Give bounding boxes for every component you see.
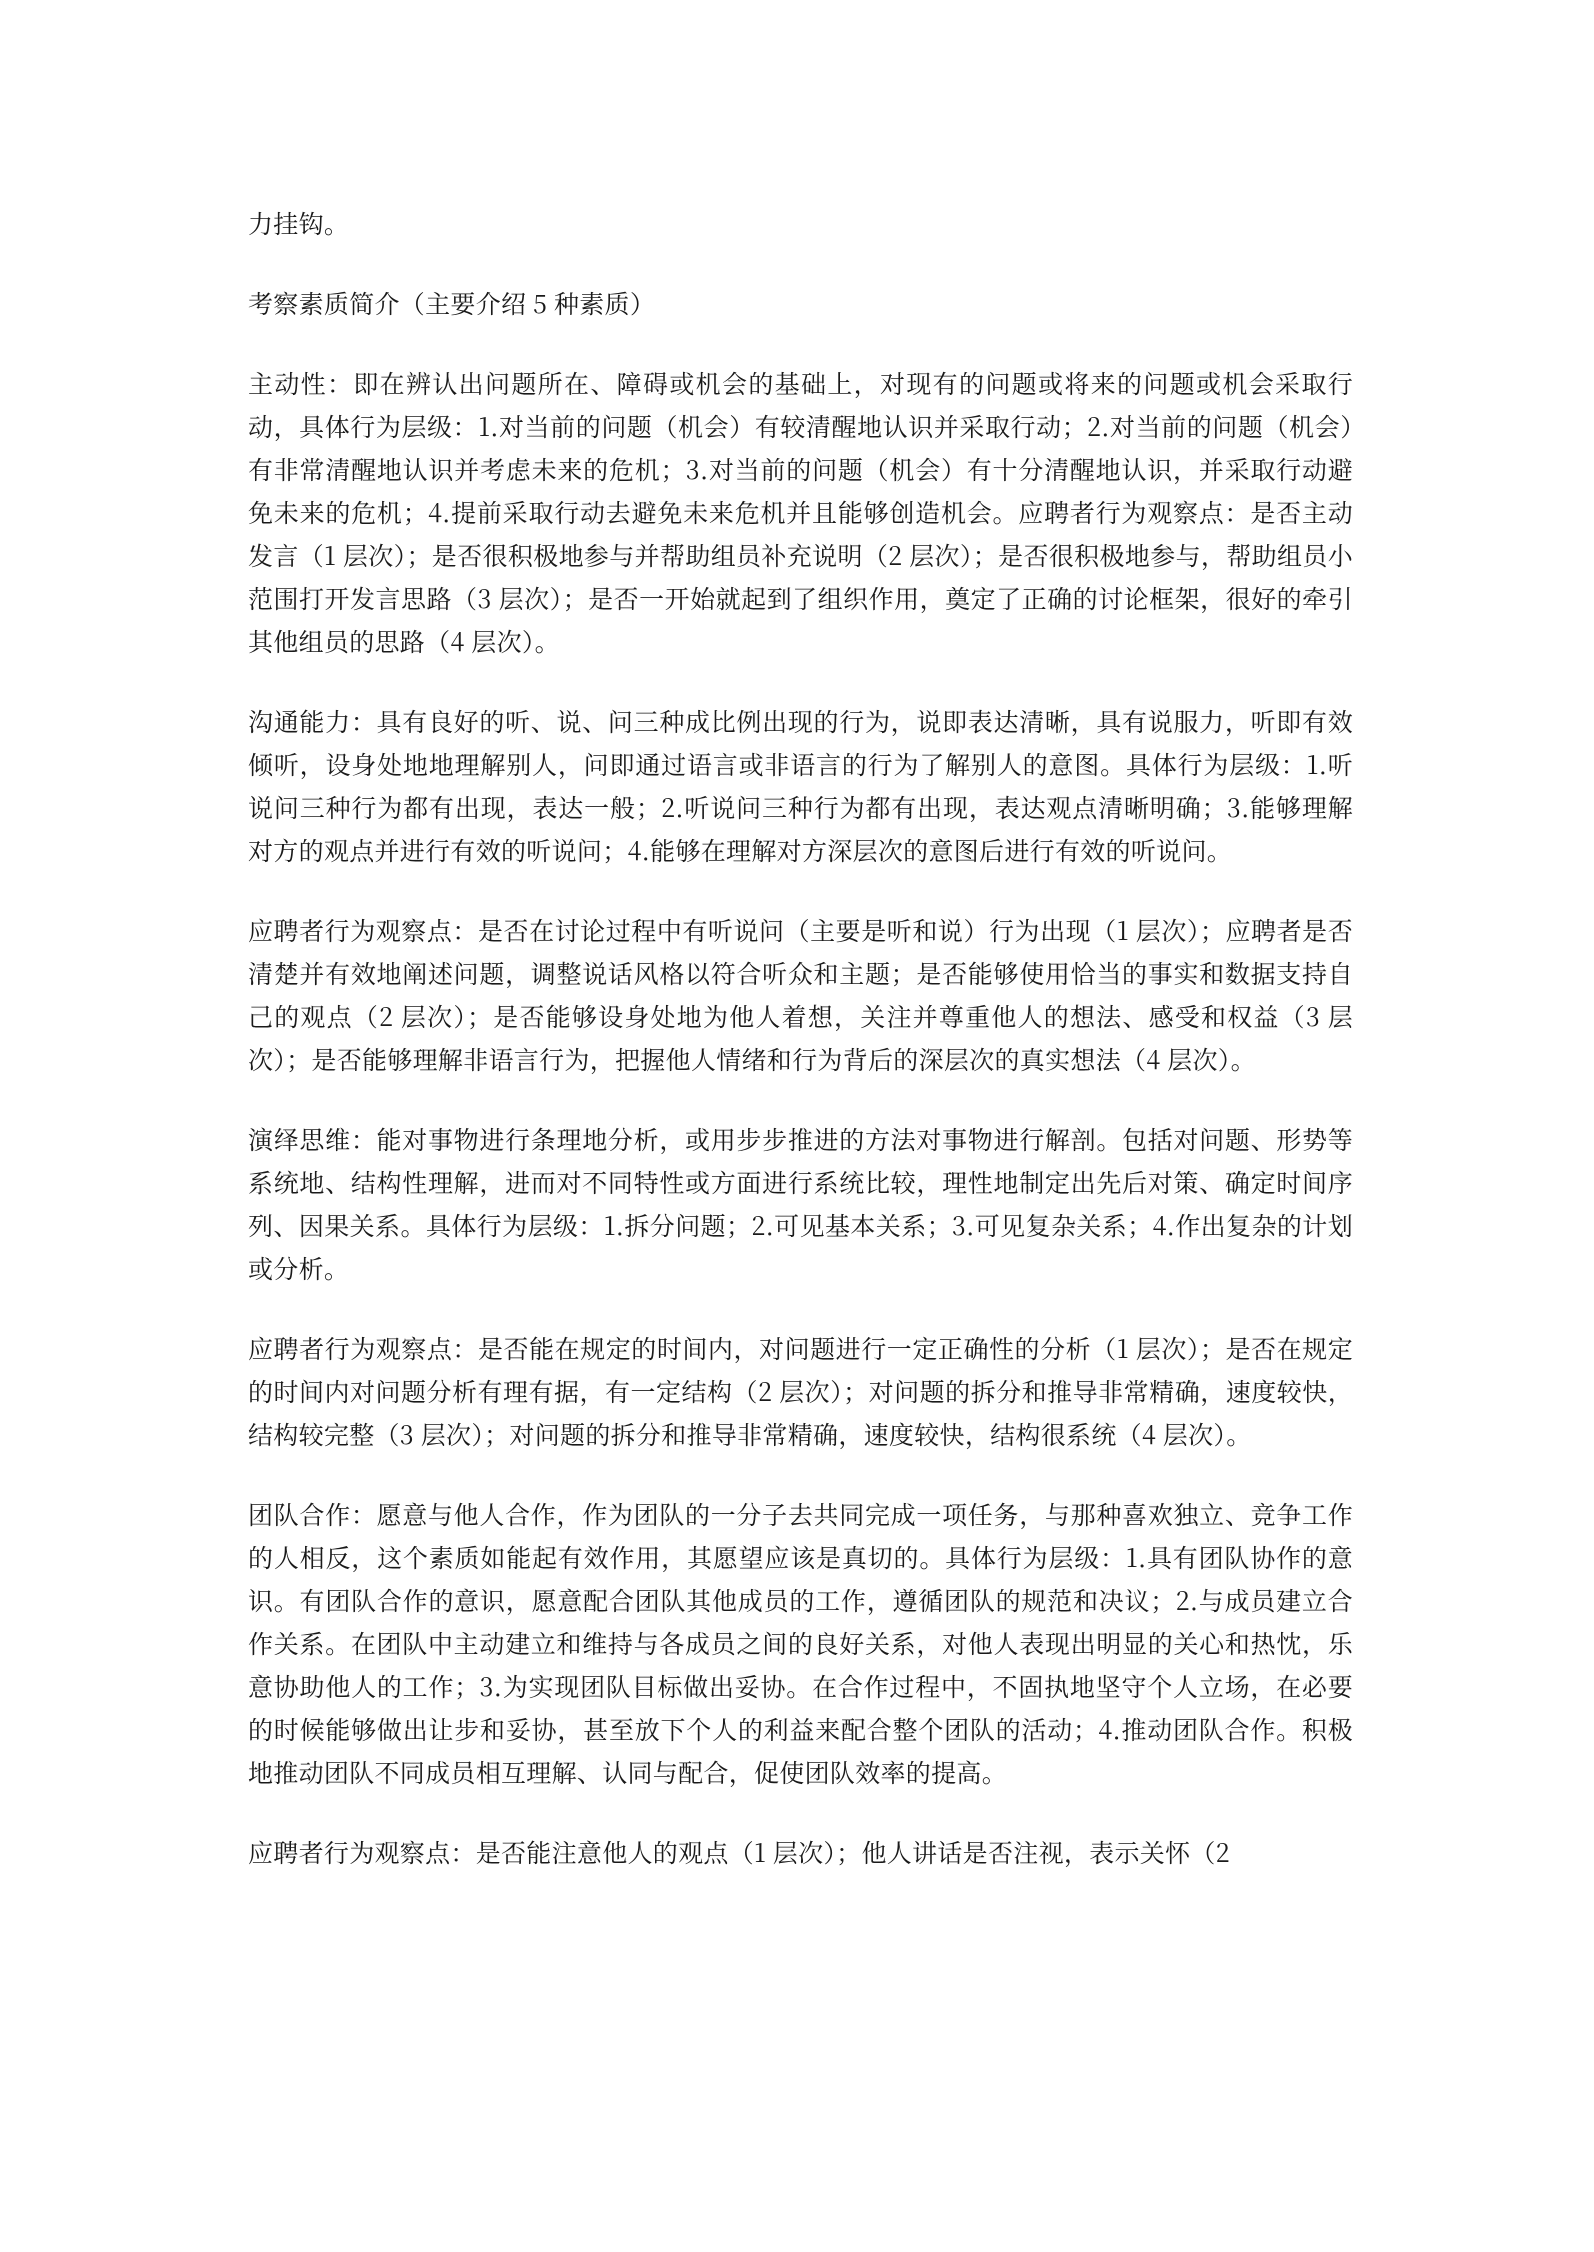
document-body	[248, 202, 1353, 1911]
paragraph-continuation: 力挂钩。	[248, 205, 350, 241]
section-heading: 考察素质简介（主要介绍 5 种素质）	[248, 285, 656, 321]
paragraph-deductive-thinking: 演绎思维：能对事物进行条理地分析，或用步步推进的方法对事物进行解剖。包括对问题、形势等系统地、结构性理解，进而对不同特性或方面进行系统比较，理性地制定出先后对策、确定时间序列、因果关系。具体行为层级：1.拆分问题；2.可见基本关系；3.可见复杂关系；4.作出复杂的计划或分析。	[248, 1121, 1353, 1286]
paragraph-deductive-observation: 应聘者行为观察点：是否能在规定的时间内，对问题进行一定正确性的分析（1 层次）；是否在规定的时间内对问题分析有理有据，有一定结构（2 层次）；对问题的拆分和推导非常精确，速度较快，结构较完整（3 层次）；对问题的拆分和推导非常精确，速度较快，结构很系统（4 层次）。	[248, 1330, 1353, 1452]
paragraph-teamwork: 团队合作：愿意与他人合作，作为团队的一分子去共同完成一项任务，与那种喜欢独立、竞争工作的人相反，这个素质如能起有效作用，其愿望应该是真切的。具体行为层级：1.具有团队协作的意识。有团队合作的意识，愿意配合团队其他成员的工作，遵循团队的规范和决议；2.与成员建立合作关系。在团队中主动建立和维持与各成员之间的良好关系，对他人表现出明显的关心和热忱，乐意协助他人的工作；3.为实现团队目标做出妥协。在合作过程中，不固执地坚守个人立场，在必要的时候能够做出让步和妥协，甚至放下个人的利益来配合整个团队的活动；4.推动团队合作。积极地推动团队不同成员相互理解、认同与配合，促使团队效率的提高。	[248, 1496, 1353, 1790]
paragraph-teamwork-observation: 应聘者行为观察点：是否能注意他人的观点（1 层次）；他人讲话是否注视，表示关怀（2	[248, 1834, 1230, 1870]
paragraph-communication-observation: 应聘者行为观察点：是否在讨论过程中有听说问（主要是听和说）行为出现（1 层次）；应聘者是否清楚并有效地阐述问题，调整说话风格以符合听众和主题；是否能够使用恰当的事实和数据支持自己的观点（2 层次）；是否能够设身处地为他人着想，关注并尊重他人的想法、感受和权益（3 层次）；是否能够理解非语言行为，把握他人情绪和行为背后的深层次的真实想法（4 层次）。	[248, 912, 1353, 1077]
paragraph-initiative: 主动性：即在辨认出问题所在、障碍或机会的基础上，对现有的问题或将来的问题或机会采取行动，具体行为层级：1.对当前的问题（机会）有较清醒地认识并采取行动；2.对当前的问题（机会）有非常清醒地认识并考虑未来的危机；3.对当前的问题（机会）有十分清醒地认识，并采取行动避免未来的危机；4.提前采取行动去避免未来危机并且能够创造机会。应聘者行为观察点：是否主动发言（1 层次）；是否很积极地参与并帮助组员补充说明（2 层次）；是否很积极地参与，帮助组员小范围打开发言思路（3 层次）；是否一开始就起到了组织作用，奠定了正确的讨论框架，很好的牵引其他组员的思路（4 层次）。	[248, 365, 1353, 659]
paragraph-communication: 沟通能力：具有良好的听、说、问三种成比例出现的行为，说即表达清晰，具有说服力，听即有效倾听，设身处地地理解别人，问即通过语言或非语言的行为了解别人的意图。具体行为层级：1.听说问三种行为都有出现，表达一般；2.听说问三种行为都有出现，表达观点清晰明确；3.能够理解对方的观点并进行有效的听说问；4.能够在理解对方深层次的意图后进行有效的听说问。	[248, 703, 1353, 868]
